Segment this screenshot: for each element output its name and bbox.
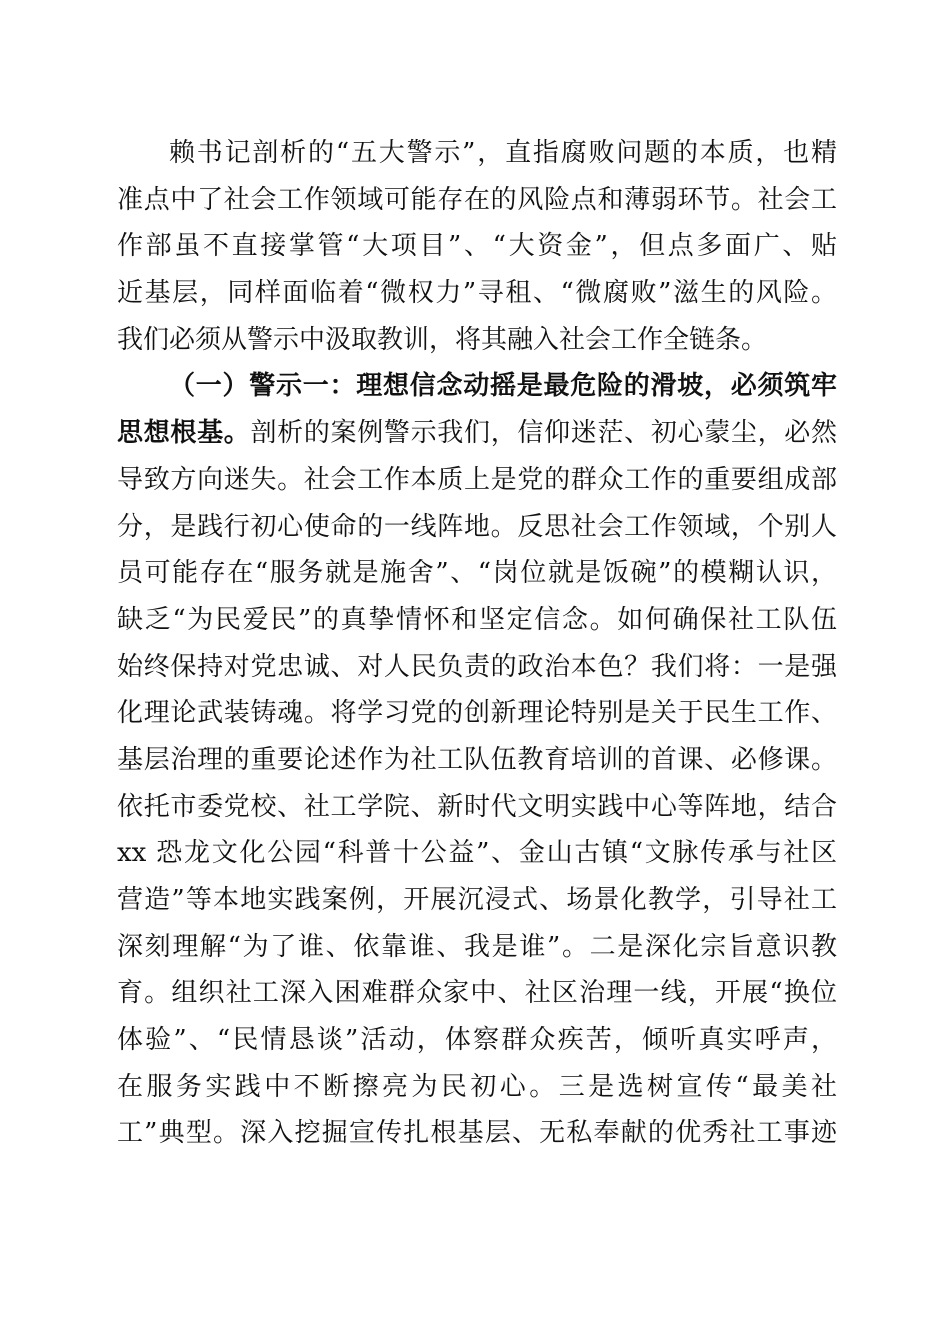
paragraph-intro xyxy=(117,130,837,363)
text-line: 作部虽不直接掌管“大项目”、“大资金”，但点多面广、贴 xyxy=(117,231,837,262)
text-line: 基层治理的重要论述作为社工队伍教育培训的首课、必修课。 xyxy=(117,744,837,775)
text-line: 导致方向迷失。社会工作本质上是党的群众工作的重要组成部 xyxy=(117,464,837,495)
text-line: 准点中了社会工作领域可能存在的风险点和薄弱环节。社会工 xyxy=(117,184,837,215)
text-line: 深刻理解“为了谁、依靠谁、我是谁”。二是深化宗旨意识教 xyxy=(117,931,837,962)
text-line: 始终保持对党忠诚、对人民负责的政治本色？我们将：一是强 xyxy=(117,651,837,682)
text-line: 我们必须从警示中汲取教训，将其融入社会工作全链条。 xyxy=(117,324,768,355)
text-line xyxy=(117,410,837,457)
text-line: 近基层，同样面临着“微权力”寻租、“微腐败”滋生的风险。 xyxy=(117,278,837,309)
text-line: 育。组织社工深入困难群众家中、社区治理一线，开展“换位 xyxy=(117,978,837,1009)
text-line: 分，是践行初心使命的一线阵地。反思社会工作领域，个别人 xyxy=(117,511,837,542)
text-line: 赖书记剖析的“五大警示”，直指腐败问题的本质，也精 xyxy=(169,138,837,168)
text-line: 在服务实践中不断擦亮为民初心。三是选树宣传“最美社 xyxy=(117,1071,837,1102)
text-line: 营造”等本地实践案例，开展沉浸式、场景化教学，引导社工 xyxy=(117,885,837,915)
text-line-rest: 剖析的案例警示我们，信仰迷茫、初心蒙尘，必然 xyxy=(250,418,837,449)
text-line: 缺乏“为民爱民”的真挚情怀和坚定信念。如何确保社工队伍 xyxy=(117,604,837,635)
text-line: 化理论武装铸魂。将学习党的创新理论特别是关于民生工作、 xyxy=(117,698,837,729)
text-line: xx 恐龙文化公园“科普十公益”、金山古镇“文脉传承与社区 xyxy=(117,838,837,869)
text-line: 依托市委党校、社工学院、新时代文明实践中心等阵地，结合 xyxy=(117,791,837,822)
text-line: 体验”、“民情恳谈”活动，体察群众疾苦，倾听真实呼声， xyxy=(117,1025,837,1056)
text-line: 工”典型。深入挖掘宣传扎根基层、无私奉献的优秀社工事迹 xyxy=(117,1118,837,1149)
paragraph-warning-one xyxy=(117,363,837,1157)
section-heading-end: 思想根基。 xyxy=(117,418,251,449)
text-line: 员可能存在“服务就是施舍”、“岗位就是饭碗”的模糊认识， xyxy=(117,558,837,589)
section-heading: （一）警示一：理想信念动摇是最危险的滑坡，必须筑牢 xyxy=(169,371,837,402)
body-text xyxy=(117,130,837,1157)
